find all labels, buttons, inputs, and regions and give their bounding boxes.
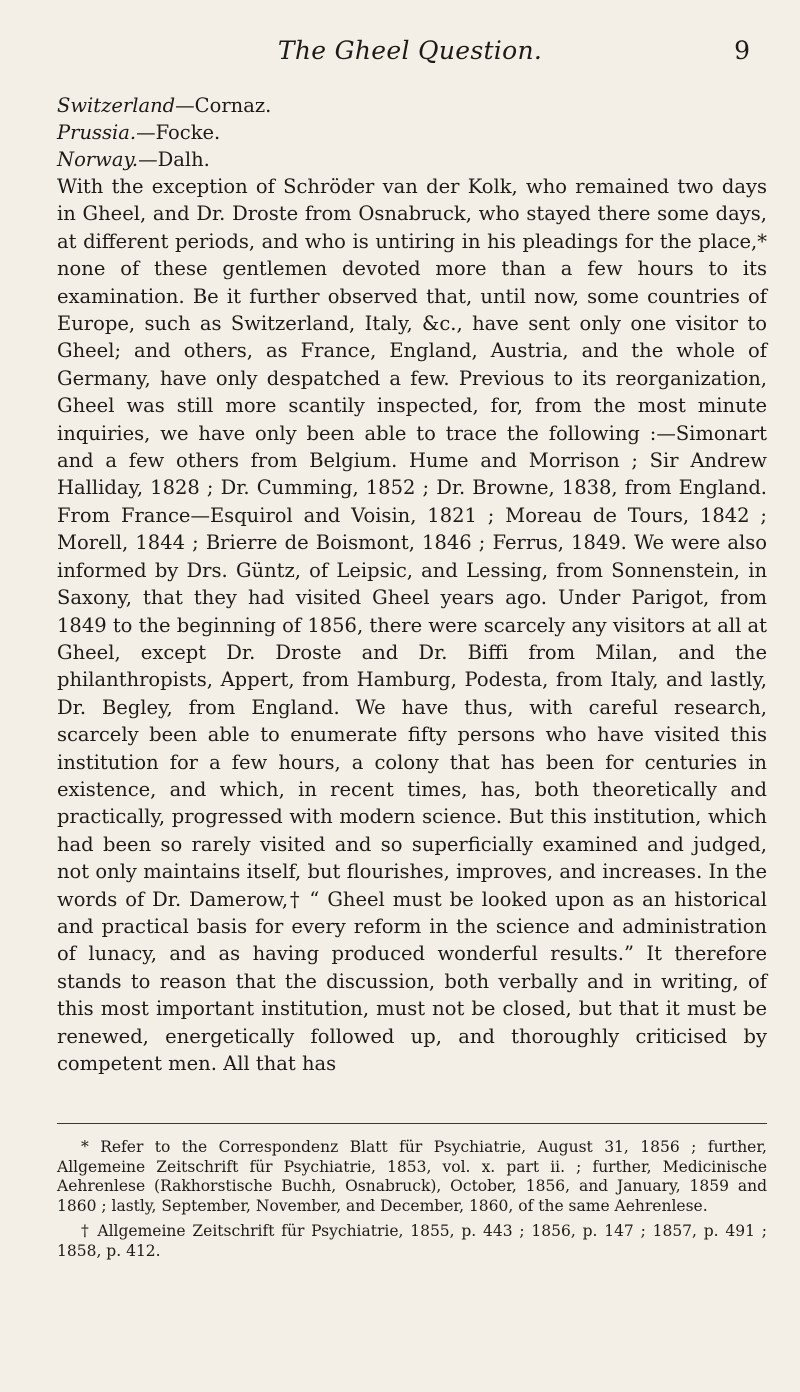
visitor-name: —Dalh.: [138, 148, 210, 171]
country-name: Prussia.: [57, 121, 137, 144]
country-row: [57, 146, 271, 173]
running-title: The Gheel Question.: [277, 36, 543, 65]
page-header: [60, 36, 760, 76]
country-row: [57, 119, 271, 146]
country-name: Switzerland: [57, 94, 176, 117]
visitor-name: —Focke.: [136, 121, 221, 144]
visitor-name: —Cornaz.: [175, 94, 272, 117]
country-list: [57, 92, 271, 173]
footnotes: [57, 1138, 767, 1267]
country-name: Norway.: [57, 148, 139, 171]
country-row: [57, 92, 271, 119]
main-text: [57, 173, 767, 1077]
footnote-1: * Refer to the Correspondenz Blatt für Psychiatrie, August 31, 1856 ; further, Allgemeine Zeitschrift für Psychiatrie, 1853, vol. x. part ii. ; further, Medicinische Aehrenlese (Rakhorstische Buchh, Osnabruck), October, 1856, and January, 1859 and 1860 ; lastly, September, November, and December, 1860, of the same Aehrenlese.: [57, 1138, 767, 1215]
body-paragraph: With the exception of Schröder van der Kolk, who remained two days in Gheel, and Dr. Droste from Osnabruck, who stayed there some days, at different periods, and who is untiring in his pleadings for the place,* none of these gentlemen devoted more than a few hours to its examination. Be it further observed that, until now, some countries of Europe, such as Switzerland, Italy, &c., have sent only one visitor to Gheel; and others, as France, England, Austria, and the whole of Germany, have only despatched a few. Previous to its reorganization, Gheel was still more scantily inspected, for, from the most minute inquiries, we have only been able to trace the following :—Simonart and a few others from Belgium. Hume and Morrison ; Sir Andrew Halliday, 1828 ; Dr. Cumming, 1852 ; Dr. Browne, 1838, from England. From France—Esquirol and Voisin, 1821 ; Moreau de Tours, 1842 ; Morell, 1844 ; Brierre de Boismont, 1846 ; Ferrus, 1849. We were also informed by Drs. Güntz, of Leipsic, and Lessing, from Sonnenstein, in Saxony, that they had visited Gheel years ago. Under Parigot, from 1849 to the beginning of 1856, there were scarcely any visitors at all at Gheel, except Dr. Droste and Dr. Biffi from Milan, and the philanthropists, Appert, from Hamburg, Podesta, from Italy, and lastly, Dr. Begley, from England. We have thus, with careful research, scarcely been able to enumerate fifty persons who have visited this institution for a few hours, a colony that has been for centuries in existence, and which, in recent times, has, both theoretically and practically, progressed with modern science. But this institution, which had been so rarely visited and so superficially examined and judged, not only maintains itself, but flourishes, improves, and increases. In the words of Dr. Damerow,† “ Gheel must be looked upon as an historical and practical basis for every reform in the science and administration of lunacy, and as having produced wonderful results.” It therefore stands to reason that the discussion, both verbally and in writing, of this most important institution, must not be closed, but that it must be renewed, energetically followed up, and thoroughly criticised by competent men. All that has: [57, 175, 767, 1075]
footnote-2: † Allgemeine Zeitschrift für Psychiatrie, 1855, p. 443 ; 1856, p. 147 ; 1857, p. 491 ; 1858, p. 412.: [57, 1222, 767, 1260]
page-number: 9: [734, 36, 750, 65]
footnote-divider: [57, 1123, 767, 1124]
